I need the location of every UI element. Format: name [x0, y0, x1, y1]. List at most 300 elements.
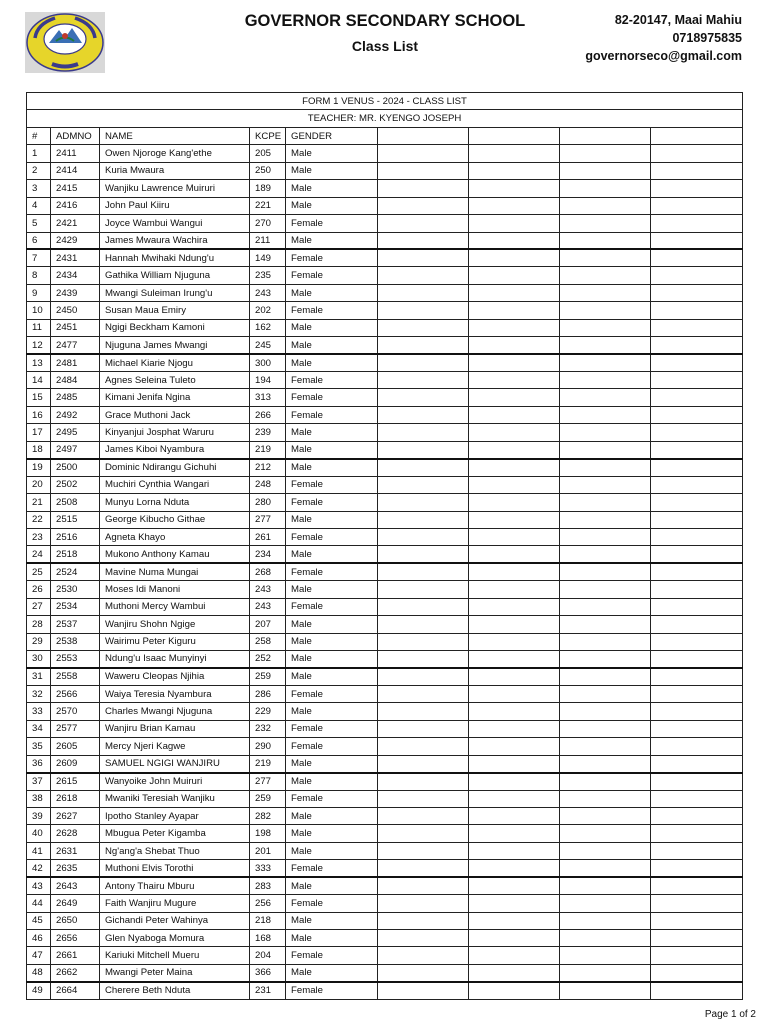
cell-number: 14: [27, 372, 51, 389]
cell-blank: [651, 895, 743, 912]
cell-blank: [378, 581, 469, 598]
cell-admno: 2661: [51, 947, 100, 964]
cell-number: 40: [27, 825, 51, 842]
cell-admno: 2495: [51, 424, 100, 441]
cell-number: 44: [27, 895, 51, 912]
cell-gender: Female: [286, 528, 378, 545]
cell-blank: [560, 860, 651, 877]
cell-kcpe: 286: [250, 685, 286, 702]
cell-blank: [651, 720, 743, 737]
table-row: [27, 895, 743, 912]
cell-kcpe: 219: [250, 441, 286, 458]
cell-kcpe: 250: [250, 162, 286, 179]
cell-admno: 2558: [51, 668, 100, 685]
cell-admno: 2451: [51, 319, 100, 336]
cell-admno: 2566: [51, 685, 100, 702]
cell-name: Gichandi Peter Wahinya: [100, 912, 250, 929]
cell-blank: [469, 912, 560, 929]
cell-gender: Male: [286, 180, 378, 197]
cell-blank: [469, 685, 560, 702]
cell-gender: Male: [286, 877, 378, 894]
cell-blank: [651, 668, 743, 685]
table-row: [27, 372, 743, 389]
table-row: [27, 982, 743, 999]
cell-kcpe: 218: [250, 912, 286, 929]
cell-blank: [560, 947, 651, 964]
cell-gender: Male: [286, 930, 378, 947]
cell-kcpe: 231: [250, 982, 286, 999]
cell-kcpe: 283: [250, 877, 286, 894]
table-row: [27, 441, 743, 458]
cell-gender: Female: [286, 406, 378, 423]
cell-number: 3: [27, 180, 51, 197]
cell-gender: Male: [286, 197, 378, 214]
cell-blank: [560, 807, 651, 824]
cell-blank: [378, 790, 469, 807]
cell-number: 32: [27, 685, 51, 702]
cell-blank: [378, 389, 469, 406]
cell-blank: [378, 807, 469, 824]
cell-kcpe: 333: [250, 860, 286, 877]
cell-kcpe: 261: [250, 528, 286, 545]
cell-blank: [560, 180, 651, 197]
cell-admno: 2605: [51, 738, 100, 755]
cell-number: 8: [27, 267, 51, 284]
column-header-number: #: [27, 127, 51, 144]
cell-gender: Female: [286, 215, 378, 232]
cell-number: 30: [27, 651, 51, 668]
table-row: [27, 563, 743, 580]
cell-kcpe: 245: [250, 337, 286, 354]
cell-blank: [560, 494, 651, 511]
cell-blank: [560, 319, 651, 336]
cell-blank: [560, 528, 651, 545]
cell-blank: [469, 476, 560, 493]
cell-blank: [469, 982, 560, 999]
cell-admno: 2615: [51, 773, 100, 790]
header-row: [27, 127, 743, 144]
cell-blank: [560, 459, 651, 476]
page-header: [0, 0, 768, 90]
table-row: [27, 284, 743, 301]
cell-kcpe: 290: [250, 738, 286, 755]
cell-number: 2: [27, 162, 51, 179]
cell-blank: [378, 982, 469, 999]
table-row: [27, 180, 743, 197]
cell-number: 29: [27, 633, 51, 650]
column-header-admno: ADMNO: [51, 127, 100, 144]
document-title: Class List: [351, 38, 419, 54]
cell-blank: [560, 581, 651, 598]
cell-admno: 2649: [51, 895, 100, 912]
cell-blank: [651, 197, 743, 214]
cell-number: 36: [27, 755, 51, 772]
cell-blank: [560, 633, 651, 650]
teacher-row: [27, 110, 743, 127]
table-row: [27, 912, 743, 929]
cell-admno: 2492: [51, 406, 100, 423]
cell-blank: [378, 511, 469, 528]
cell-gender: Male: [286, 912, 378, 929]
cell-blank: [469, 738, 560, 755]
cell-blank: [651, 389, 743, 406]
cell-number: 17: [27, 424, 51, 441]
cell-name: Mwaniki Teresiah Wanjiku: [100, 790, 250, 807]
cell-blank: [651, 441, 743, 458]
cell-number: 12: [27, 337, 51, 354]
table-row: [27, 947, 743, 964]
cell-blank: [560, 511, 651, 528]
cell-blank: [378, 337, 469, 354]
cell-name: Mercy Njeri Kagwe: [100, 738, 250, 755]
cell-blank: [469, 354, 560, 371]
cell-blank: [469, 546, 560, 563]
cell-kcpe: 211: [250, 232, 286, 249]
cell-admno: 2577: [51, 720, 100, 737]
cell-name: Munyu Lorna Nduta: [100, 494, 250, 511]
cell-admno: 2524: [51, 563, 100, 580]
cell-blank: [469, 703, 560, 720]
contact-phone: 0718975835: [672, 31, 742, 45]
cell-gender: Male: [286, 807, 378, 824]
cell-number: 20: [27, 476, 51, 493]
table-row: [27, 790, 743, 807]
cell-admno: 2434: [51, 267, 100, 284]
cell-name: Dominic Ndirangu Gichuhi: [100, 459, 250, 476]
cell-blank: [651, 807, 743, 824]
table-row: [27, 302, 743, 319]
cell-kcpe: 258: [250, 633, 286, 650]
cell-blank: [469, 633, 560, 650]
cell-name: Mavine Numa Mungai: [100, 563, 250, 580]
cell-blank: [651, 406, 743, 423]
cell-blank: [469, 372, 560, 389]
cell-blank: [560, 616, 651, 633]
cell-kcpe: 243: [250, 581, 286, 598]
cell-blank: [560, 755, 651, 772]
cell-blank: [378, 720, 469, 737]
cell-blank: [378, 598, 469, 615]
table-row: [27, 337, 743, 354]
cell-gender: Male: [286, 964, 378, 981]
contact-address: 82-20147, Maai Mahiu: [614, 13, 742, 27]
cell-blank: [469, 598, 560, 615]
cell-blank: [560, 685, 651, 702]
cell-gender: Female: [286, 982, 378, 999]
cell-name: Wanjiru Shohn Ngige: [100, 616, 250, 633]
cell-number: 1: [27, 145, 51, 162]
cell-gender: Female: [286, 249, 378, 266]
cell-blank: [651, 249, 743, 266]
cell-gender: Female: [286, 494, 378, 511]
cell-admno: 2538: [51, 633, 100, 650]
cell-kcpe: 366: [250, 964, 286, 981]
cell-blank: [469, 616, 560, 633]
cell-blank: [560, 982, 651, 999]
contact-email: governorseco@gmail.com: [585, 49, 742, 63]
table-row: [27, 249, 743, 266]
cell-blank: [469, 825, 560, 842]
cell-name: Ng'ang'a Shebat Thuo: [100, 842, 250, 859]
cell-gender: Female: [286, 790, 378, 807]
cell-blank: [560, 284, 651, 301]
cell-kcpe: 234: [250, 546, 286, 563]
cell-blank: [560, 337, 651, 354]
cell-blank: [378, 284, 469, 301]
cell-blank: [560, 964, 651, 981]
cell-admno: 2516: [51, 528, 100, 545]
cell-blank: [651, 773, 743, 790]
cell-gender: Male: [286, 232, 378, 249]
table-row: [27, 668, 743, 685]
cell-number: 23: [27, 528, 51, 545]
cell-gender: Female: [286, 389, 378, 406]
cell-number: 42: [27, 860, 51, 877]
cell-kcpe: 239: [250, 424, 286, 441]
cell-admno: 2414: [51, 162, 100, 179]
cell-admno: 2484: [51, 372, 100, 389]
cell-blank: [378, 685, 469, 702]
cell-kcpe: 221: [250, 197, 286, 214]
cell-admno: 2411: [51, 145, 100, 162]
cell-blank: [469, 790, 560, 807]
cell-name: Kimani Jenifa Ngina: [100, 389, 250, 406]
cell-kcpe: 235: [250, 267, 286, 284]
cell-blank: [378, 651, 469, 668]
cell-blank: [651, 162, 743, 179]
cell-blank: [651, 337, 743, 354]
cell-blank: [469, 284, 560, 301]
cell-kcpe: 259: [250, 790, 286, 807]
cell-admno: 2570: [51, 703, 100, 720]
cell-blank: [378, 668, 469, 685]
cell-blank: [469, 581, 560, 598]
cell-number: 46: [27, 930, 51, 947]
table-row: [27, 145, 743, 162]
cell-kcpe: 277: [250, 511, 286, 528]
cell-blank: [378, 703, 469, 720]
cell-kcpe: 212: [250, 459, 286, 476]
cell-blank: [651, 912, 743, 929]
cell-blank: [378, 372, 469, 389]
cell-blank: [560, 215, 651, 232]
cell-blank: [378, 755, 469, 772]
cell-blank: [469, 197, 560, 214]
teacher-caption: TEACHER: MR. KYENGO JOSEPH: [27, 110, 743, 127]
cell-admno: 2534: [51, 598, 100, 615]
cell-gender: Male: [286, 703, 378, 720]
cell-blank: [469, 441, 560, 458]
cell-blank: [560, 563, 651, 580]
cell-name: Waiya Teresia Nyambura: [100, 685, 250, 702]
cell-number: 28: [27, 616, 51, 633]
cell-blank: [469, 720, 560, 737]
cell-admno: 2421: [51, 215, 100, 232]
cell-gender: Female: [286, 267, 378, 284]
cell-kcpe: 232: [250, 720, 286, 737]
cell-admno: 2477: [51, 337, 100, 354]
cell-admno: 2664: [51, 982, 100, 999]
cell-blank: [560, 842, 651, 859]
cell-blank: [651, 616, 743, 633]
cell-blank: [378, 197, 469, 214]
table-row: [27, 703, 743, 720]
cell-blank: [560, 372, 651, 389]
cell-blank: [651, 372, 743, 389]
cell-number: 31: [27, 668, 51, 685]
cell-number: 48: [27, 964, 51, 981]
cell-kcpe: 259: [250, 668, 286, 685]
cell-blank: [651, 215, 743, 232]
table-row: [27, 877, 743, 894]
cell-blank: [651, 703, 743, 720]
cell-blank: [560, 773, 651, 790]
cell-admno: 2415: [51, 180, 100, 197]
cell-blank: [378, 633, 469, 650]
cell-blank: [651, 982, 743, 999]
cell-blank: [560, 720, 651, 737]
cell-name: James Kiboi Nyambura: [100, 441, 250, 458]
cell-blank: [560, 197, 651, 214]
cell-blank: [651, 302, 743, 319]
cell-blank: [378, 825, 469, 842]
cell-admno: 2553: [51, 651, 100, 668]
table-row: [27, 616, 743, 633]
cell-admno: 2662: [51, 964, 100, 981]
cell-gender: Male: [286, 424, 378, 441]
cell-blank: [651, 964, 743, 981]
cell-blank: [378, 319, 469, 336]
cell-blank: [378, 877, 469, 894]
cell-name: Wairimu Peter Kiguru: [100, 633, 250, 650]
cell-blank: [378, 895, 469, 912]
cell-blank: [378, 494, 469, 511]
blank-column-header: [469, 127, 560, 144]
cell-blank: [469, 668, 560, 685]
cell-number: 47: [27, 947, 51, 964]
cell-blank: [651, 511, 743, 528]
school-logo: [25, 12, 105, 73]
cell-gender: Male: [286, 755, 378, 772]
cell-blank: [560, 546, 651, 563]
cell-blank: [469, 267, 560, 284]
cell-name: James Mwaura Wachira: [100, 232, 250, 249]
cell-blank: [469, 651, 560, 668]
cell-blank: [560, 651, 651, 668]
table-row: [27, 232, 743, 249]
cell-gender: Male: [286, 546, 378, 563]
cell-admno: 2635: [51, 860, 100, 877]
cell-kcpe: 243: [250, 284, 286, 301]
cell-number: 49: [27, 982, 51, 999]
cell-blank: [651, 284, 743, 301]
cell-kcpe: 252: [250, 651, 286, 668]
cell-kcpe: 207: [250, 616, 286, 633]
cell-blank: [378, 267, 469, 284]
cell-gender: Female: [286, 563, 378, 580]
cell-blank: [651, 546, 743, 563]
cell-blank: [651, 930, 743, 947]
cell-blank: [378, 947, 469, 964]
cell-blank: [560, 249, 651, 266]
cell-name: Grace Muthoni Jack: [100, 406, 250, 423]
cell-gender: Male: [286, 511, 378, 528]
cell-admno: 2429: [51, 232, 100, 249]
cell-admno: 2618: [51, 790, 100, 807]
cell-blank: [469, 302, 560, 319]
cell-number: 11: [27, 319, 51, 336]
cell-blank: [560, 162, 651, 179]
table-row: [27, 807, 743, 824]
cell-name: Ipotho Stanley Ayapar: [100, 807, 250, 824]
cell-admno: 2656: [51, 930, 100, 947]
cell-blank: [560, 476, 651, 493]
cell-kcpe: 205: [250, 145, 286, 162]
cell-admno: 2627: [51, 807, 100, 824]
blank-column-header: [560, 127, 651, 144]
cell-blank: [469, 947, 560, 964]
cell-blank: [560, 877, 651, 894]
cell-name: Mbugua Peter Kigamba: [100, 825, 250, 842]
cell-number: 43: [27, 877, 51, 894]
cell-blank: [378, 738, 469, 755]
cell-blank: [651, 232, 743, 249]
table-row: [27, 598, 743, 615]
cell-blank: [378, 232, 469, 249]
cell-blank: [378, 215, 469, 232]
cell-admno: 2537: [51, 616, 100, 633]
cell-blank: [560, 424, 651, 441]
cell-blank: [560, 302, 651, 319]
cell-gender: Female: [286, 476, 378, 493]
cell-gender: Female: [286, 685, 378, 702]
cell-gender: Male: [286, 616, 378, 633]
cell-name: Moses Idi Manoni: [100, 581, 250, 598]
cell-gender: Female: [286, 738, 378, 755]
table-row: [27, 720, 743, 737]
cell-admno: 2416: [51, 197, 100, 214]
cell-admno: 2485: [51, 389, 100, 406]
cell-number: 6: [27, 232, 51, 249]
table-row: [27, 528, 743, 545]
table-row: [27, 511, 743, 528]
cell-blank: [651, 685, 743, 702]
cell-admno: 2628: [51, 825, 100, 842]
cell-admno: 2431: [51, 249, 100, 266]
cell-blank: [469, 459, 560, 476]
cell-blank: [469, 389, 560, 406]
cell-name: Cherere Beth Nduta: [100, 982, 250, 999]
cell-blank: [469, 145, 560, 162]
cell-gender: Male: [286, 162, 378, 179]
cell-blank: [378, 773, 469, 790]
class-list-table: [26, 92, 743, 1000]
cell-name: Wanyoike John Muiruri: [100, 773, 250, 790]
cell-blank: [651, 319, 743, 336]
cell-blank: [651, 598, 743, 615]
cell-name: Glen Nyaboga Momura: [100, 930, 250, 947]
cell-blank: [651, 947, 743, 964]
cell-admno: 2502: [51, 476, 100, 493]
cell-number: 7: [27, 249, 51, 266]
cell-gender: Male: [286, 581, 378, 598]
cell-number: 27: [27, 598, 51, 615]
cell-number: 45: [27, 912, 51, 929]
cell-admno: 2500: [51, 459, 100, 476]
cell-gender: Male: [286, 319, 378, 336]
title-block: [230, 11, 540, 55]
cell-blank: [378, 860, 469, 877]
